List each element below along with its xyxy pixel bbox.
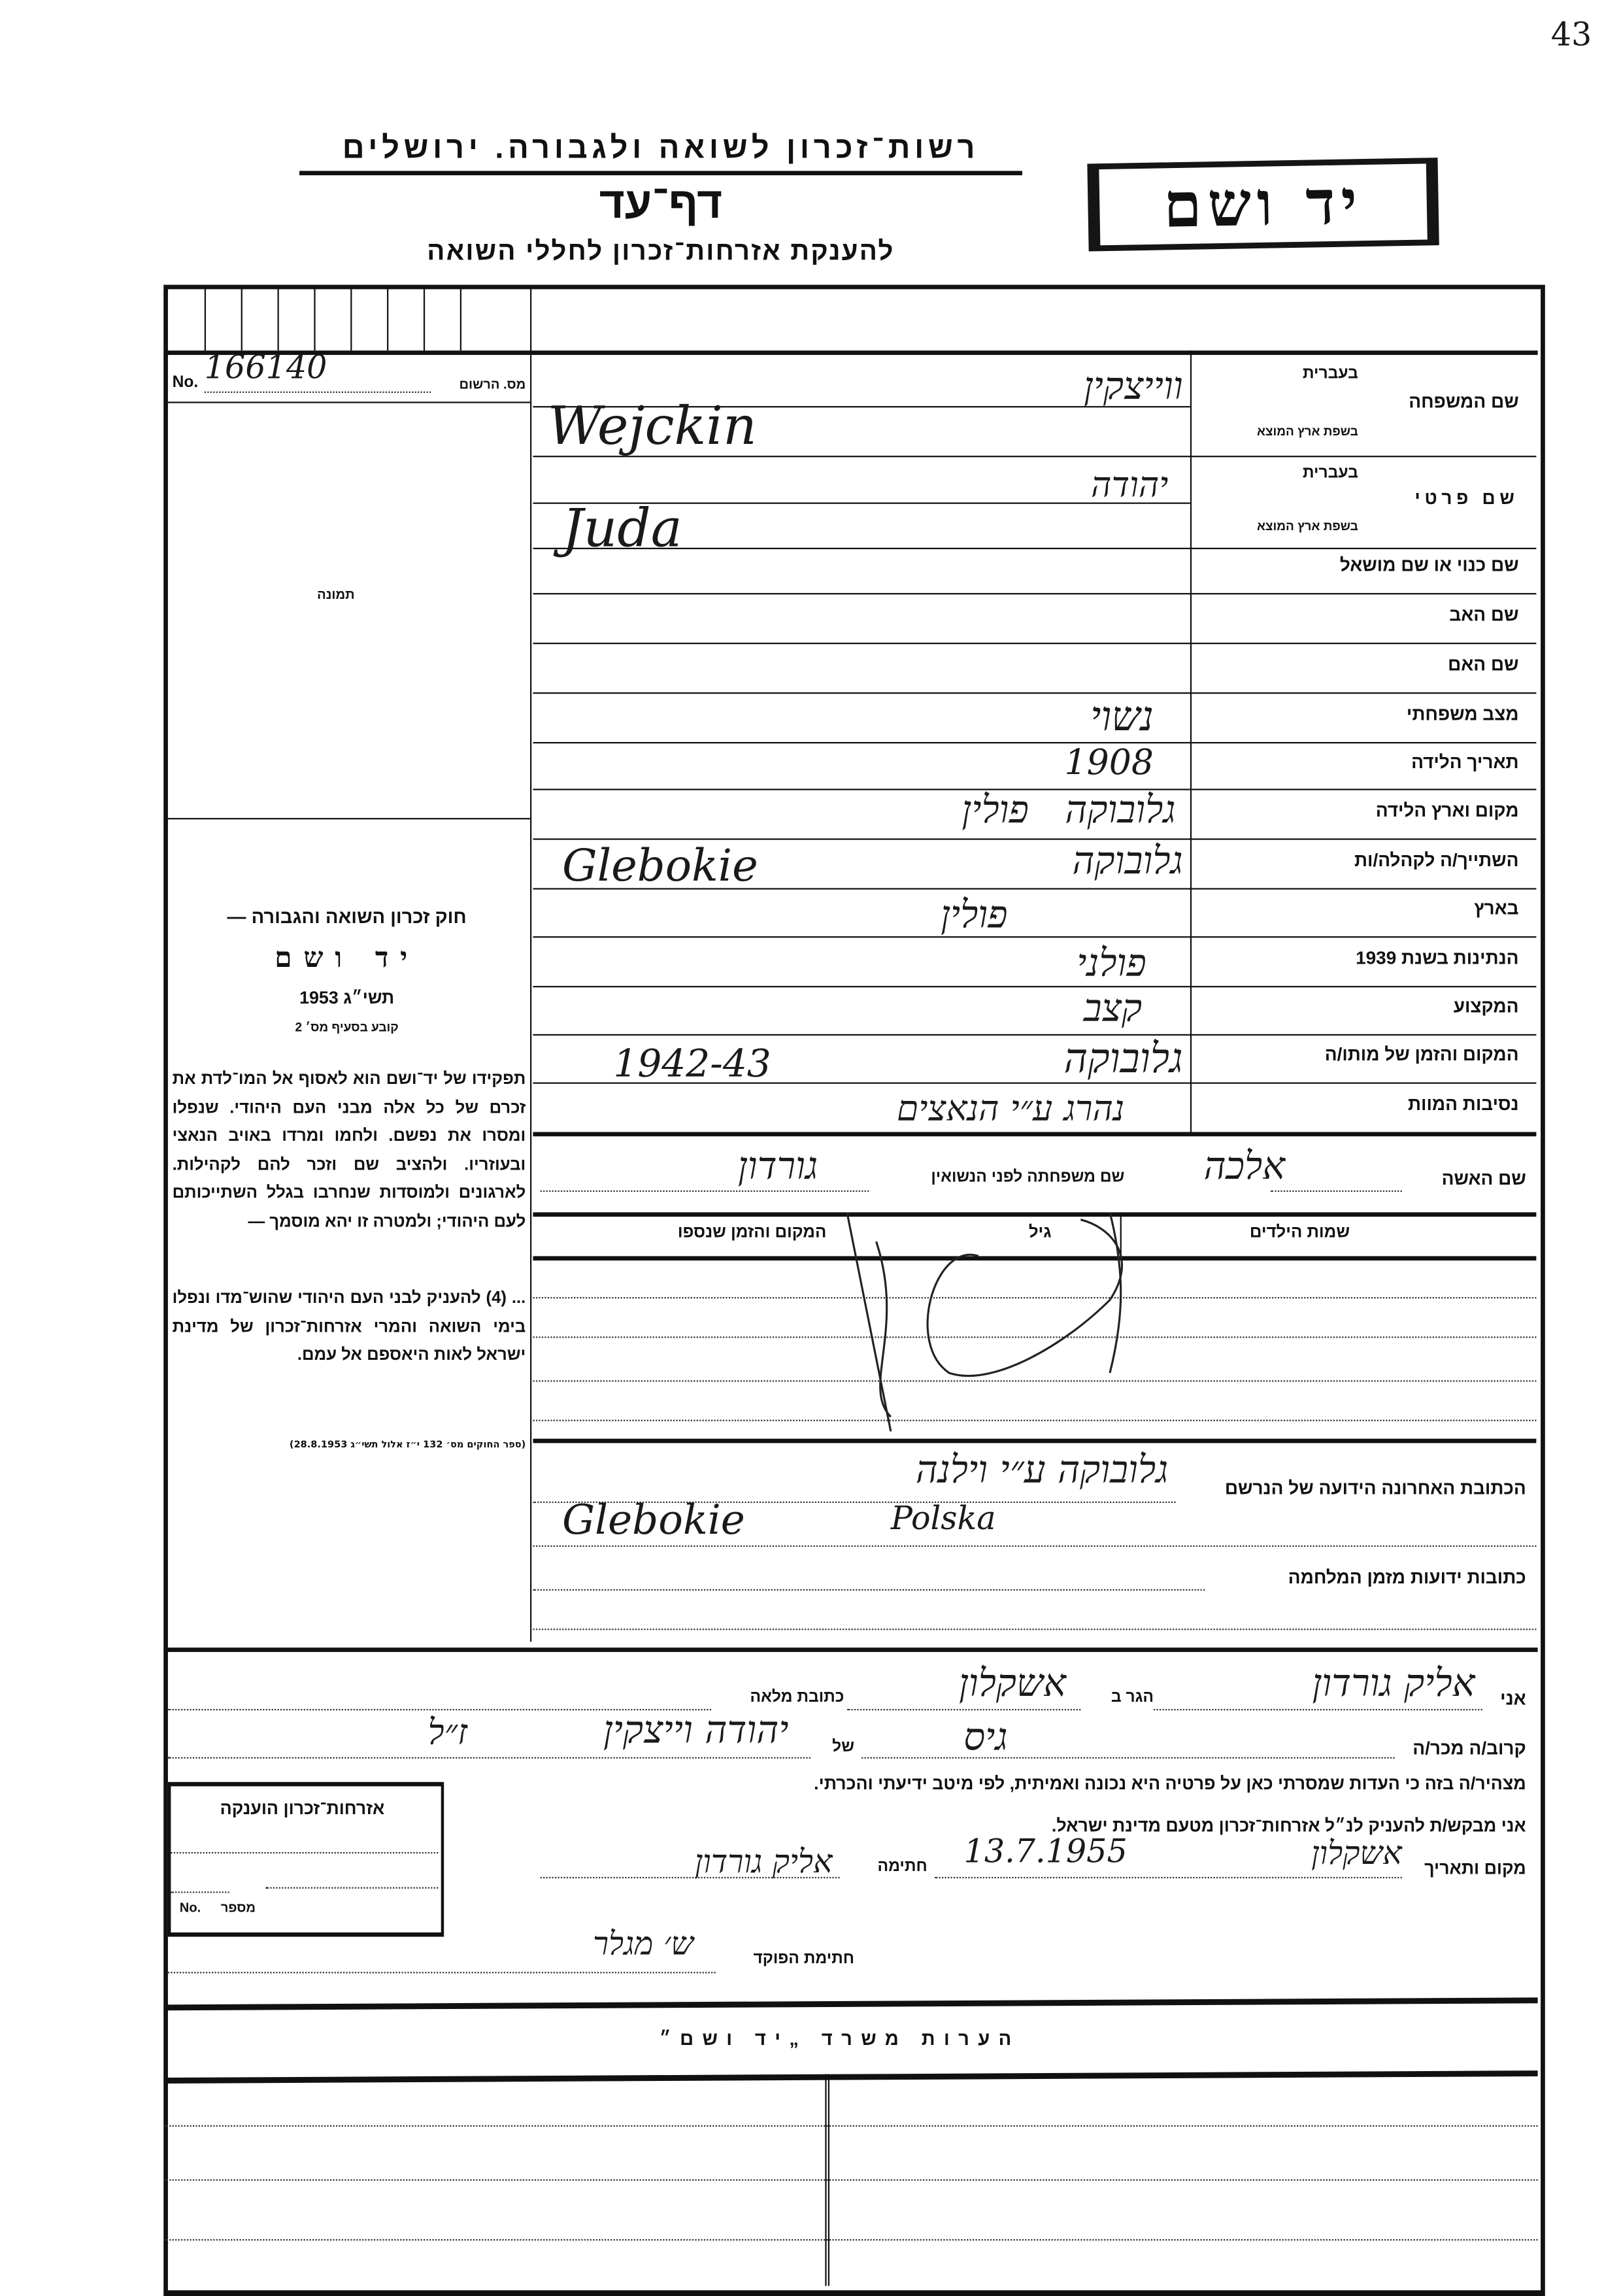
authority-name: רשות־זכרון לשואה ולגבורה. ירושלים (342, 131, 980, 165)
of-name-value[interactable]: יהודה וייצקין (603, 1709, 789, 1753)
law-source: (ספר החוקים מס׳ 132 י״ז אלול תשי״ג 28.8.1953) (289, 1438, 526, 1451)
registration-label-en: No. (172, 373, 199, 392)
community-hebrew-value[interactable]: גלובוקה (1072, 839, 1183, 884)
citizenship-no-en: No. (179, 1900, 201, 1916)
code-box (460, 286, 461, 350)
registration-number: 166140 (204, 350, 327, 388)
law-name: יד ושם (275, 942, 420, 975)
officer-signature[interactable]: ש׳ מגלר (592, 1926, 694, 1963)
request-text: אני מבקש/ת להעניק לנ״ל אזרחות־זכרון מטעם מדינת ישראל. (1051, 1815, 1526, 1836)
officer-signature-label: חתימת הפוקד (753, 1950, 855, 1968)
relation-value[interactable]: גיס (963, 1716, 1008, 1761)
code-box (314, 286, 315, 350)
dotted-line (935, 1877, 1402, 1878)
surname-sub-hebrew: בעברית (1302, 365, 1358, 383)
first-name-hebrew-value[interactable]: יהודה (1091, 464, 1169, 506)
birth-date-value[interactable]: 1908 (1064, 741, 1154, 783)
label-column-divider (1190, 350, 1192, 1132)
citizenship-box-title: אזרחות־זכרון הוענקה (220, 1798, 385, 1819)
country-value[interactable]: פולין (941, 894, 1008, 938)
dotted-line (1271, 1190, 1402, 1192)
code-box (387, 286, 388, 350)
place-date-label: מקום ותאריך (1424, 1857, 1526, 1879)
last-address-origin-country[interactable]: Polska (890, 1501, 996, 1538)
row-rule (533, 1132, 1536, 1137)
signature-label: חתימה (877, 1857, 927, 1876)
declaration-text: מצהיר/ה בזה כי העדות שמסרתי כאן על פרטיה היא נכונה ואמיתית, לפי מיטב ידיעתי והכרתי. (814, 1773, 1526, 1794)
children-place-header: המקום והזמן שנספו (677, 1224, 827, 1242)
birth-place-value[interactable]: גלובוקה פולין (961, 788, 1176, 833)
notes-line[interactable] (165, 2125, 1537, 2127)
of-label: של (832, 1738, 855, 1756)
code-box (205, 286, 206, 350)
law-title: חוק זכרון השואה והגבורה — (227, 905, 467, 928)
notes-title: הערות משרד „יד ושם״ (659, 2027, 1020, 2050)
law-paragraph-1: תפקידו של יד־ושם הוא לאסוף אל המו־לדת את זכרם של כל אלה מבני העם היהודי. שנפלו ומסרו את נפשם. ולחמו ומרדו באויב הנאצי ובעוזריו. ולהציב שם וזכר להם לקהילות. לארגונים ולמוסדות שנחרבו בגלל השתייכותם לעם היהודי; ולמטרה זו יהא מוסמך — (172, 1070, 526, 1231)
row-rule (533, 1439, 1536, 1443)
code-box (350, 286, 352, 350)
row-rule (533, 643, 1536, 644)
nationality-label: הנתינות בשנת 1939 (1356, 947, 1519, 969)
submitter-signature[interactable]: אליק גורדון (694, 1844, 833, 1882)
row-rule (165, 350, 1537, 355)
surname-origin-value[interactable]: Wejckin (547, 397, 757, 458)
dotted-line (205, 392, 431, 393)
photo-label: תמונה (317, 587, 355, 602)
lives-in-label: הגר ב (1111, 1688, 1154, 1706)
first-name-label: שם פרטי (1414, 488, 1519, 509)
marital-label: מצב משפחתי (1406, 703, 1519, 725)
dotted-line (266, 1887, 439, 1889)
first-name-sub-origin: בשפת ארץ המוצא (1256, 518, 1358, 533)
i-label: אני (1500, 1688, 1526, 1710)
wife-label: שם האשה (1441, 1168, 1526, 1189)
dotted-line (847, 1709, 1080, 1710)
birth-place-label: מקום וארץ הלידה (1375, 800, 1519, 821)
form-subtitle: להענקת אזרחות־זכרון לחללי השואה (427, 236, 895, 266)
mother-label: שם האם (1448, 654, 1519, 675)
occupation-label: המקצוע (1453, 996, 1519, 1017)
first-name-sub-hebrew: בעברית (1302, 464, 1358, 482)
dotted-line (171, 1852, 438, 1853)
page-number: 43 (1550, 17, 1592, 54)
father-label: שם האב (1449, 604, 1519, 626)
last-address-label: הכתובת האחרונה הידועה של הנרשם (1224, 1478, 1526, 1499)
last-address-hebrew-value[interactable]: גלובוקה ע״י וילנה (915, 1449, 1169, 1493)
law-year: תשי״ג 1953 (299, 987, 395, 1008)
death-circumstances-value[interactable]: נהרג ע״י הנאצים (896, 1088, 1125, 1130)
community-label: השתייך/ה לקהלה/ות (1354, 850, 1519, 871)
code-box (424, 286, 425, 350)
war-addresses-label: כתובות ידועות מזמן המלחמה (1288, 1567, 1526, 1588)
death-place-value[interactable]: גלובוקה (1063, 1034, 1183, 1083)
submitter-name-value[interactable]: אליק גורדון (1312, 1662, 1475, 1706)
citizenship-granted-box (168, 1782, 444, 1937)
death-circumstances-label: נסיבות המוות (1407, 1094, 1519, 1115)
first-name-origin-value[interactable]: Juda (562, 499, 682, 560)
code-box (277, 286, 278, 350)
community-origin-value[interactable]: Glebokie (562, 841, 758, 893)
section-rule (165, 1647, 1537, 1652)
birth-date-label: תאריך הלידה (1411, 752, 1519, 773)
surname-hebrew-value[interactable]: ווייצקין (1083, 365, 1183, 409)
notes-line[interactable] (165, 2179, 1537, 2180)
maiden-name-value[interactable]: גורדון (737, 1145, 818, 1189)
country-label: בארץ (1474, 898, 1519, 919)
nationality-value[interactable]: פולני (1077, 942, 1146, 987)
cross-out-scribble (818, 1212, 1154, 1431)
form-title: דף־עד (599, 179, 723, 228)
notes-line[interactable] (165, 2239, 1537, 2240)
column-divider (530, 286, 531, 1642)
logo-text: יד ושם (1099, 163, 1427, 245)
relation-label: קרוב/ה מכר/ה (1412, 1738, 1526, 1759)
dotted-line (1154, 1709, 1482, 1710)
children-age-header: גיל (1028, 1224, 1052, 1242)
submitter-city-value[interactable]: אשקלון (959, 1662, 1066, 1706)
place-value[interactable]: אשקלון (1311, 1836, 1402, 1873)
registration-label-he: מס. הרשום (459, 377, 526, 392)
dotted-line (168, 1972, 716, 1973)
surname-label: שם המשפחה (1409, 391, 1519, 413)
date-value[interactable]: 13.7.1955 (963, 1834, 1128, 1872)
marital-value[interactable]: נשוי (1090, 692, 1154, 741)
law-paragraph-2: ... (4) להעניק לבני העם היהודי שהוש־מדו ונפלו בימי השואה והמרי אזרחות־זכרון של מדינת ישראל לאות היאספם אל עמם. (172, 1289, 526, 1364)
death-place-label: המקום והזמן של מותו/ה (1324, 1044, 1519, 1065)
yad-vashem-logo (1087, 158, 1439, 251)
dotted-line (533, 1629, 1536, 1630)
code-box (241, 286, 242, 350)
header-rule (299, 171, 1022, 175)
dotted-line (541, 1190, 869, 1192)
of-suffix-value[interactable]: ז״ל (427, 1712, 467, 1753)
row-rule (533, 936, 1536, 937)
row-rule (165, 401, 530, 403)
citizenship-no-he: מספר (220, 1900, 256, 1916)
surname-sub-origin: בשפת ארץ המוצא (1256, 423, 1358, 439)
row-rule (533, 548, 1536, 549)
row-rule (533, 593, 1536, 594)
dotted-line (168, 1757, 811, 1759)
full-address-label: כתובת מלאה (750, 1688, 844, 1706)
occupation-value[interactable]: קצב (1083, 987, 1143, 1032)
law-section: קובע בסעיף מס׳ 2 (295, 1019, 399, 1034)
maiden-name-label: שם משפחתה לפני הנשואין (931, 1168, 1125, 1187)
dotted-line (533, 1545, 1536, 1547)
wife-name-value[interactable]: אלכה (1203, 1145, 1286, 1189)
dotted-line (171, 1891, 229, 1893)
last-address-origin-city[interactable]: Glebokie (562, 1495, 745, 1544)
nickname-label: שם כנוי או שם מושאל (1339, 554, 1519, 576)
death-time-value[interactable]: 1942-43 (613, 1043, 771, 1087)
row-rule (165, 818, 530, 819)
children-names-header: שמות הילדים (1249, 1224, 1350, 1242)
dotted-line (533, 1589, 1205, 1591)
